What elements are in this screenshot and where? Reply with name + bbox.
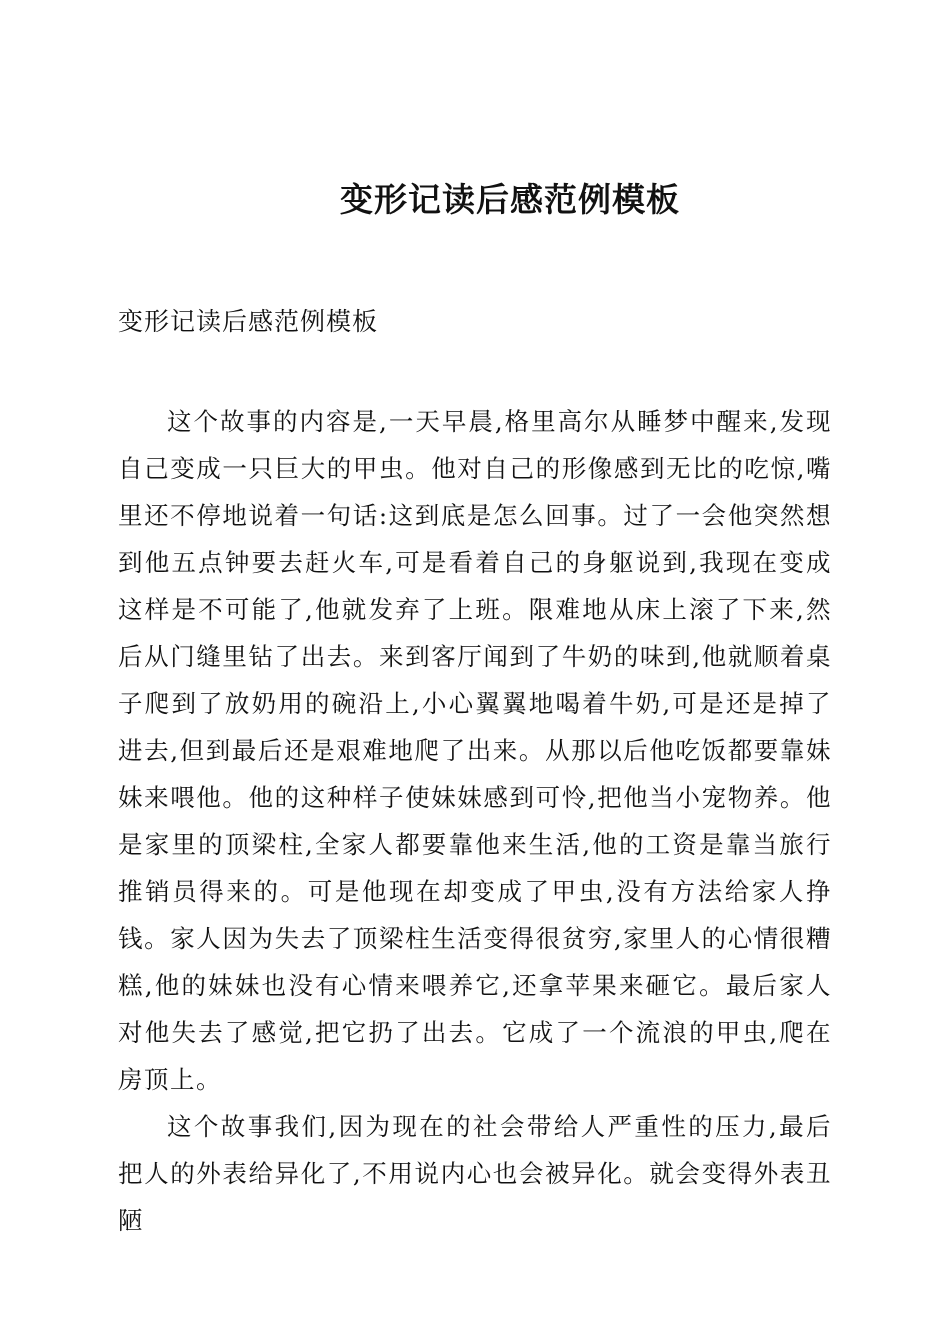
- body-paragraph: 这个故事我们,因为现在的社会带给人严重性的压力,最后把人的外表给异化了,不用说内心也会被异化。就会变得外表丑陋: [118, 1112, 832, 1235]
- body-paragraph: 这个故事的内容是,一天早晨,格里高尔从睡梦中醒来,发现自己变成一只巨大的甲虫。他对自己的形像感到无比的吃惊,嘴里还不停地说着一句话:这到底是怎么回事。过了一会他突然想到他五点钟要去赶火车,可是看着自己的身躯说到,我现在变成这样是不可能了,他就发弃了上班。限难地从床上滚了下来,然后从门缝里钻了出去。来到客厅闻到了牛奶的味到,他就顺着桌子爬到了放奶用的碗沿上,小心翼翼地喝着牛奶,可是还是掉了进去,但到最后还是艰难地爬了出来。从那以后他吃饭都要靠妹妹来喂他。他的这种样子使妹妹感到可怜,把他当小宠物养。他是家里的顶梁柱,全家人都要靠他来生活,他的工资是靠当旅行推销员得来的。可是他现在却变成了甲虫,没有方法给家人挣钱。家人因为失去了顶梁柱生活变得很贫穷,家里人的心情很糟糕,他的妹妹也没有心情来喂养它,还拿苹果来砸它。最后家人对他失去了感觉,把它扔了出去。它成了一个流浪的甲虫,爬在房顶上。: [118, 407, 832, 1094]
- document-body: [118, 398, 832, 1244]
- document-title: 变形记读后感范例模板: [340, 180, 680, 219]
- document-subtitle: 变形记读后感范例模板: [118, 307, 379, 336]
